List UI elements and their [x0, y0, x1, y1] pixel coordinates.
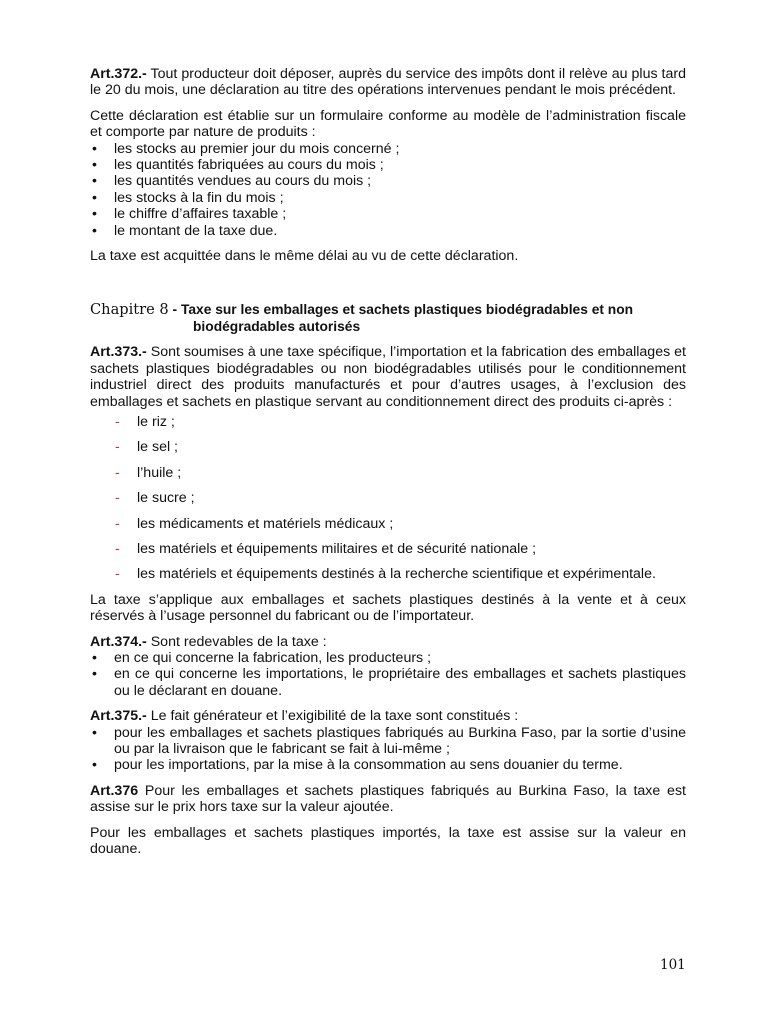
- article-373-paragraph-2: La taxe s’applique aux emballages et sachets plastiques destinés à la vente et à ceux réservés à l’usage personnel du fabricant ou de l’importateur.: [90, 591, 686, 625]
- document-page: [90, 66, 686, 857]
- list-item: [90, 490, 686, 506]
- article-372-paragraph: [90, 66, 686, 99]
- article-372-list: [90, 141, 686, 239]
- chapter-title-continued: biodégradables autorisés: [193, 318, 361, 334]
- dash-bullet: -: [115, 413, 120, 430]
- list-item: • les stocks à la fin du mois ;: [90, 190, 686, 206]
- article-374-paragraph: [90, 634, 686, 650]
- list-item: [90, 566, 686, 582]
- list-item-text: le riz ;: [137, 413, 175, 430]
- article-376-label: Art.376: [90, 782, 139, 799]
- article-374-text: Sont redevables de la taxe :: [146, 633, 327, 650]
- article-373-label: Art.373.-: [90, 344, 147, 361]
- article-376-paragraph: [90, 783, 686, 816]
- list-item-text: les matériels et équipements militaires et de sécurité nationale ;: [137, 540, 537, 557]
- list-item: [90, 516, 686, 532]
- list-item: • les quantités fabriquées au cours du mois ;: [90, 157, 686, 173]
- article-376-paragraph-2: Pour les emballages et sachets plastiques importés, la taxe est assise sur la valeur en douane.: [90, 824, 686, 858]
- article-372-text: Tout producteur doit déposer, auprès du service des impôts dont il relève au plus tard le 20 du mois, une déclaration au titre des opérations intervenues pendant le mois précédent.: [90, 66, 686, 99]
- list-item-text: les médicaments et matériels médicaux ;: [137, 515, 394, 532]
- dash-bullet: -: [115, 439, 120, 456]
- dash-bullet: -: [115, 540, 120, 557]
- article-375-paragraph: [90, 708, 686, 724]
- list-item: • pour les importations, par la mise à la consommation au sens douanier du terme.: [90, 757, 686, 773]
- list-item: • les quantités vendues au cours du mois ;: [90, 173, 686, 189]
- list-item-text: l’huile ;: [137, 464, 182, 481]
- list-item: [90, 541, 686, 557]
- page-number: 101: [660, 957, 686, 973]
- list-item: • le montant de la taxe due.: [90, 223, 686, 239]
- list-item: • les stocks au premier jour du mois concerné ;: [90, 141, 686, 157]
- article-374-label: Art.374.-: [90, 633, 147, 650]
- chapter-heading: [90, 302, 686, 335]
- list-item-text: le sucre ;: [137, 490, 195, 507]
- chapter-title: - Taxe sur les emballages et sachets plastiques biodégradables et non: [168, 302, 634, 318]
- article-373-list: [90, 414, 686, 583]
- dash-bullet: -: [115, 515, 120, 532]
- list-item-text: les matériels et équipements destinés à la recherche scientifique et expérimentale.: [137, 566, 656, 583]
- article-374-list: [90, 650, 686, 699]
- chapter-label: Chapitre 8: [90, 301, 169, 319]
- article-372-paragraph-2: Cette déclaration est établie sur un formulaire conforme au modèle de l’administration fiscale et comporte par nature de produits :: [90, 107, 686, 141]
- article-375-text: Le fait générateur et l’exigibilité de la taxe sont constitués :: [146, 708, 519, 725]
- list-item: [90, 439, 686, 455]
- article-372-label: Art.372.-: [90, 66, 147, 82]
- list-item: [90, 414, 686, 430]
- dash-bullet: -: [115, 490, 120, 507]
- list-item-text: le sel ;: [137, 439, 179, 456]
- list-item: • pour les emballages et sachets plastiques fabriqués au Burkina Faso, par la sortie d’usine ou par la livraison que le fabricant se fait à lui-même ;: [90, 725, 686, 758]
- list-item: • le chiffre d’affaires taxable ;: [90, 206, 686, 222]
- list-item: • en ce qui concerne les importations, le propriétaire des emballages et sachets plastiques ou le déclarant en douane.: [90, 666, 686, 699]
- dash-bullet: -: [115, 464, 120, 481]
- list-item: • en ce qui concerne la fabrication, les producteurs ;: [90, 650, 686, 666]
- dash-bullet: -: [115, 566, 120, 583]
- article-375-list: [90, 725, 686, 774]
- chapter-heading-line-1: [90, 302, 686, 318]
- article-376-text: Pour les emballages et sachets plastiques fabriqués au Burkina Faso, la taxe est assise sur le prix hors taxe sur la valeur ajoutée.: [90, 782, 686, 816]
- article-373-text: Sont soumises à une taxe spécifique, l’importation et la fabrication des emballages et sachets plastiques biodégradables ou non biodégradables utilisés pour le conditionnement industriel direct des produits manufacturés et pour d’autres usages, à l’exclusion des emballages et sachets en plastique servant au conditionnement direct des produits ci-après :: [90, 344, 686, 410]
- article-372-paragraph-3: La taxe est acquittée dans le même délai au vu de cette déclaration.: [90, 248, 519, 265]
- list-item: [90, 465, 686, 481]
- article-375-label: Art.375.-: [90, 708, 147, 725]
- article-373-paragraph: [90, 344, 686, 410]
